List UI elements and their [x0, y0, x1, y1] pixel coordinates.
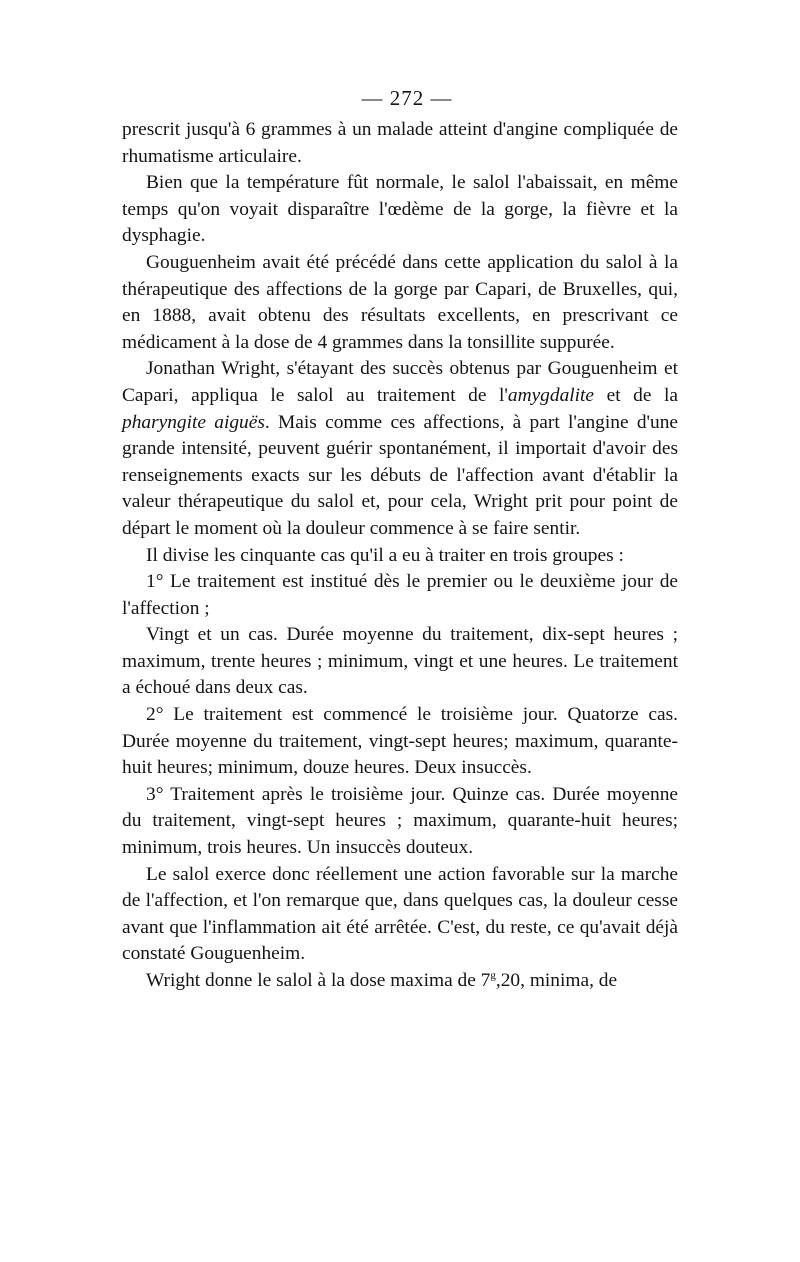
paragraph-text: Jonathan Wright, s'étayant des succès obtenus par Gouguenheim et Capari, appliqua le salol au traitement de l' [122, 358, 678, 406]
italic-term-amygdalite: amygdalite [507, 384, 595, 406]
paragraph [122, 356, 678, 542]
paragraph-text: et de la [594, 384, 678, 406]
paragraph-text: Wright donne le salol à la dose maxima de 7 [146, 970, 491, 991]
page-number: — 272 — [361, 86, 453, 110]
paragraph: 3° Traitement après le troisième jour. Quinze cas. Durée moyenne du traitement, vingt-sept heures ; maximum, quarante-huit heures; minimum, trois heures. Un insuccès douteux. [122, 783, 678, 859]
italic-term-pharyngite: pharyngite aiguës [122, 411, 265, 433]
paragraph: Gouguenheim avait été précédé dans cette application du salol à la thérapeutique des affections de la gorge par Capari, de Bruxelles, qui, en 1888, avait obtenu des résultats excellents, en prescrivant ce médicament à la dose de 4 grammes dans la tonsillite suppurée. [122, 251, 678, 353]
paragraph: Le salol exerce donc réellement une action favorable sur la marche de l'affection, et l'on remarque que, dans quelques cas, la douleur cesse avant que l'inflammation ait été arrêtée. C'est, du reste, ce qu'avait déjà constaté Gouguenheim. [122, 863, 678, 965]
paragraph [122, 968, 678, 995]
paragraph-text: ,20, minima, de [495, 970, 618, 991]
paragraph: prescrit jusqu'à 6 grammes à un malade atteint d'angine compliquée de rhumatisme articulaire. [122, 119, 678, 167]
paragraph: 2° Le traitement est commencé le troisième jour. Quatorze cas. Durée moyenne du traitement, vingt-sept heures; maximum, quarante-huit heures; minimum, douze heures. Deux insuccès. [122, 704, 678, 779]
unit-superscript: g [490, 969, 496, 982]
paragraph-text: . Mais comme ces affections, à part l'angine d'une grande intensité, peuvent guérir spontanément, il importait d'avoir des renseignements exacts sur les débuts de l'affection avant d'établir la valeur thérapeutique du salol et, pour cela, Wright prit pour point de départ le moment où la douleur commence à se faire sentir. [122, 411, 679, 539]
paragraph: Vingt et un cas. Durée moyenne du traitement, dix-sept heures ; maximum, trente heures ; minimum, vingt et une heures. Le traitement a échoué dans deux cas. [122, 624, 678, 699]
paragraph: Il divise les cinquante cas qu'il a eu à traiter en trois groupes : [146, 544, 624, 566]
paragraph: Bien que la température fût normale, le salol l'abaissait, en même temps qu'on voyait disparaître l'œdème de la gorge, la fièvre et la dysphagie. [122, 172, 678, 247]
body-text [122, 117, 678, 995]
paragraph: 1° Le traitement est institué dès le premier ou le deuxième jour de l'affection ; [122, 571, 678, 619]
